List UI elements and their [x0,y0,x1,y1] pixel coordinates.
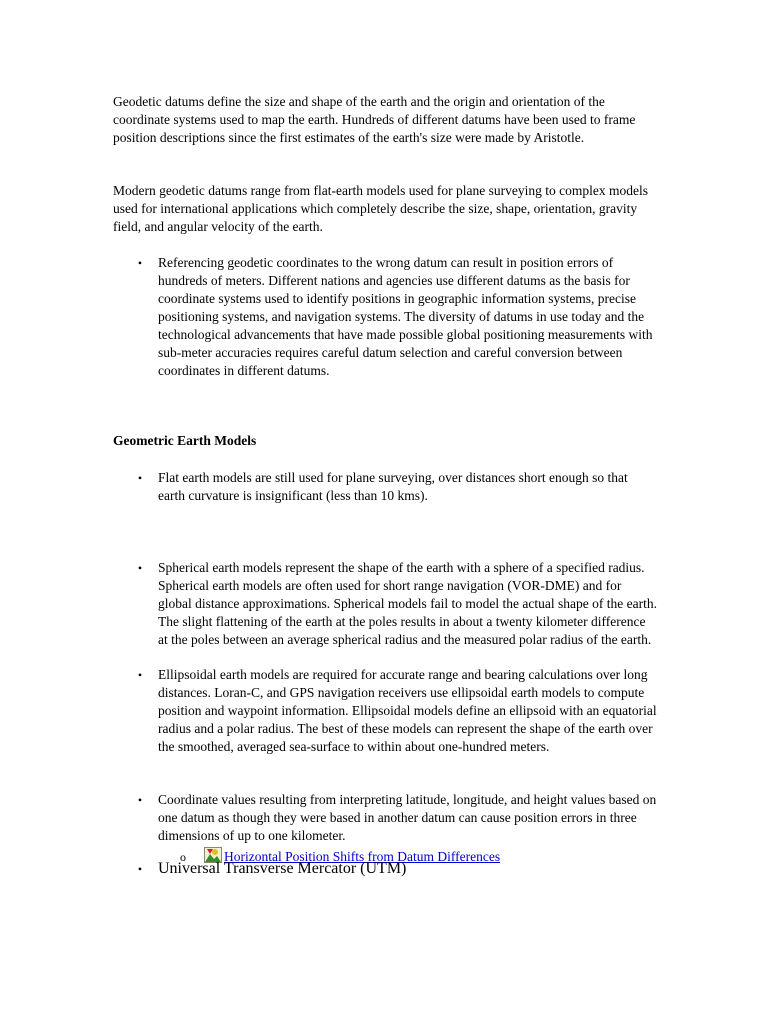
bullet-marker: • [137,862,143,876]
coordinate-bullet-text: Coordinate values resulting from interpreting latitude, longitude, and height values based on one datum as though they were based in another datum can cause position errors in three dimensions of up to one kilometer. [158,792,657,843]
flat-earth-bullet-text: Flat earth models are still used for plane surveying, over distances short enough so that earth curvature is insignificant (less than 10 kms). [158,470,628,503]
spherical-bullet-text: Spherical earth models represent the shape of the earth with a sphere of a specified radius. Spherical earth models are often used for short range navigation (VOR-DME) and for global distance approximations. Spherical models fail to model the actual shape of the earth. The slight flattening of the earth at the poles results in about a twenty kilometer difference at the poles between an average spherical radius and the measured polar radius of the earth. [158,560,657,647]
bullet-marker: • [137,668,143,682]
bullet-marker: • [137,793,143,807]
intro-paragraph: Geodetic datums define the size and shape of the earth and the origin and orientation of the coordinate systems used to map the earth. Hundreds of different datums have been used to frame position descriptions since the first estimates of the earth's size were made by Aristotle. [113,94,636,145]
section-heading: Geometric Earth Models [113,433,257,448]
referencing-bullet-text: Referencing geodetic coordinates to the wrong datum can result in position errors of hundreds of meters. Different nations and agencies use different datums as the basis for coordinate systems used to identify positions in geographic information systems, precise positioning systems, and navigation systems. The diversity of datums in use today and the technological advancements that have made possible global positioning measurements with sub-meter accuracies requires careful datum selection and careful conversion between coordinates in different datums. [158,255,653,378]
bullet-marker: • [137,471,143,485]
datum-shifts-link-text[interactable]: Horizontal Position Shifts from Datum Differences [224,849,501,864]
modern-datums-paragraph: Modern geodetic datums range from flat-earth models used for plane surveying to complex models used for international applications which completely describe the size, shape, orientation, gravity field, and angular velocity of the earth. [113,183,648,234]
ellipsoidal-bullet-text: Ellipsoidal earth models are required for accurate range and bearing calculations over long distances. Loran-C, and GPS navigation receivers use ellipsoidal earth models to compute position and waypoint information. Ellipsoidal models define an ellipsoid with an equatorial radius and a polar radius. The best of these models can represent the shape of the earth over the smoothed, averaged sea-surface to within about one-hundred meters. [158,667,657,754]
sub-bullet-marker: o [180,850,186,864]
utm-bullet-text: Universal Transverse Mercator (UTM) [158,860,407,877]
bullet-marker: • [137,561,143,575]
bullet-marker: • [137,256,143,270]
